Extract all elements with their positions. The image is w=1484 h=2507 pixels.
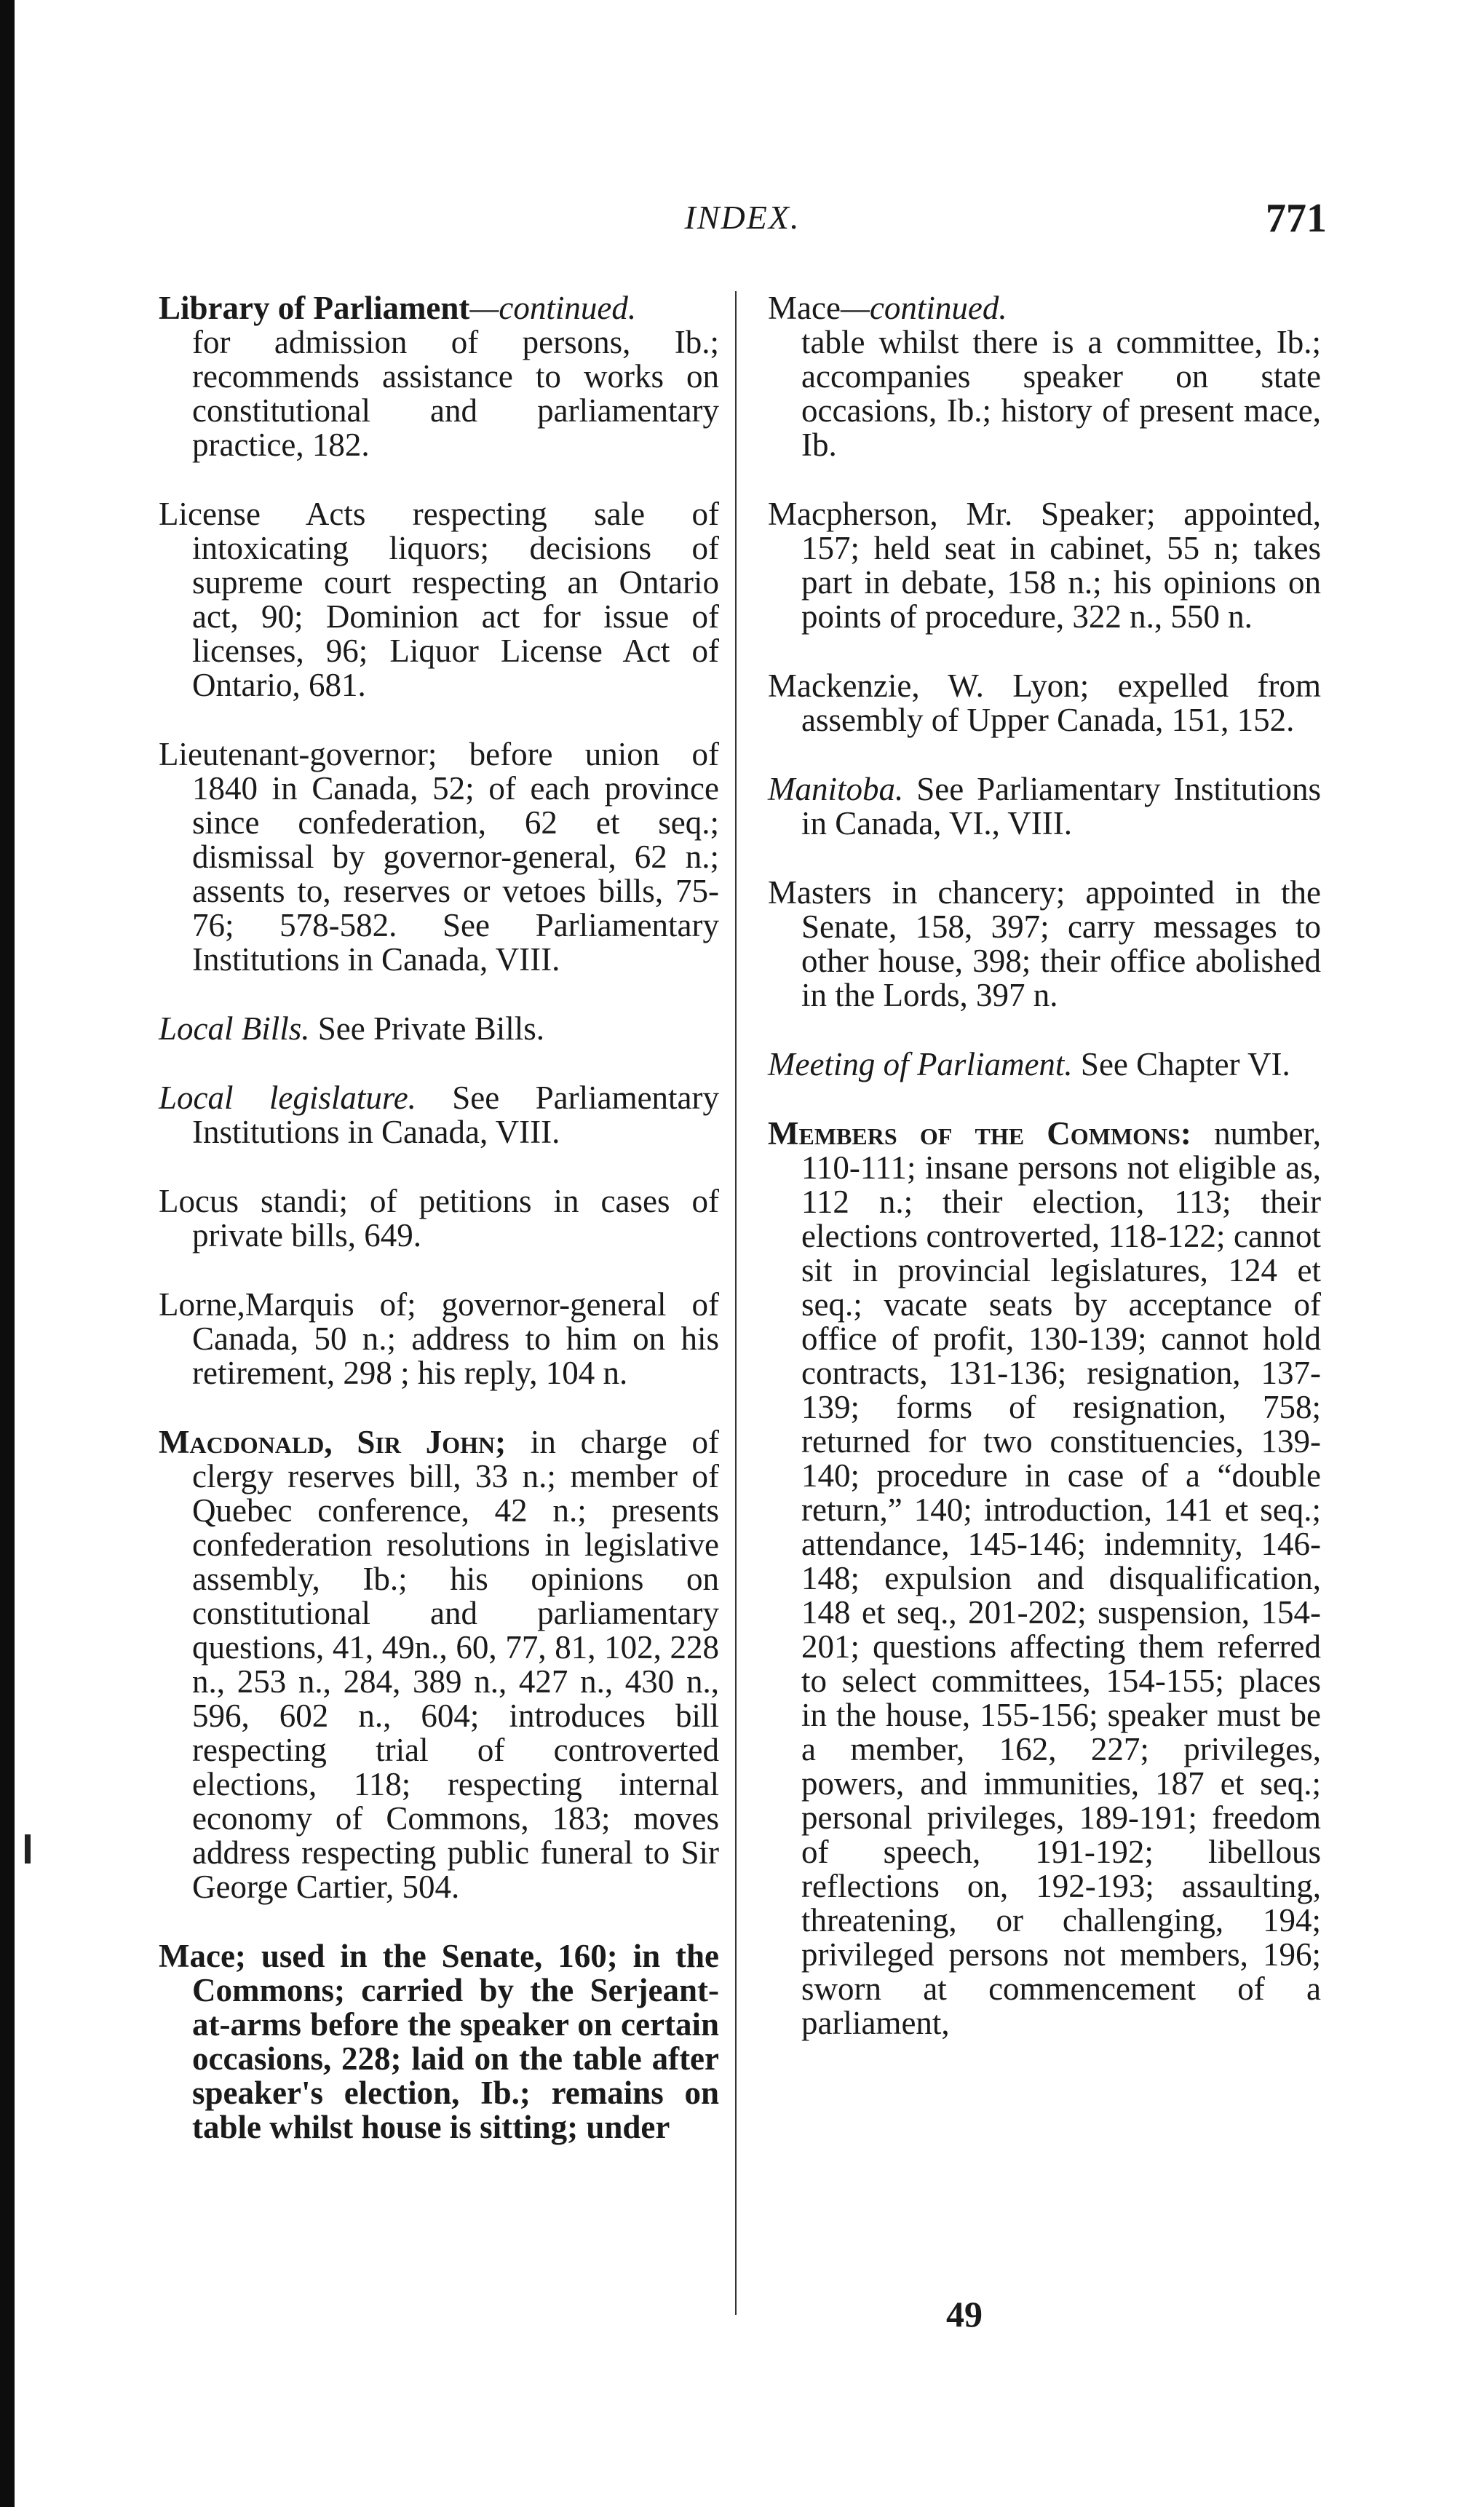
index-entry-mace <box>159 1939 719 2144</box>
entry-heading: Mace; <box>159 1938 246 1974</box>
entry-continued: —continued. <box>840 290 1007 326</box>
entry-heading: Macdonald, Sir John; <box>159 1424 507 1460</box>
entry-body: See Parliamentary Institutions in Canada, VIII. <box>192 1080 720 1150</box>
entry-body: See Private Bills. <box>317 1010 544 1047</box>
entry-heading: Masters in chancery; <box>768 874 1066 911</box>
entry-heading: Members of the Commons: <box>768 1115 1191 1152</box>
entry-heading: Meeting of Parliament. <box>768 1046 1073 1082</box>
entry-heading: Library of Parliament <box>159 290 470 326</box>
column-divider <box>735 291 737 2315</box>
left-column <box>159 291 719 2179</box>
entry-body: expelled from assembly of Upper Canada, 151, 152. <box>801 668 1322 738</box>
scan-edge-shadow <box>0 0 15 2507</box>
entry-heading: Mace <box>768 290 841 326</box>
signature-mark: 49 <box>946 2294 983 2334</box>
entry-body: governor-general of Canada, 50 n.; address to him on his retirement, 298 ; his reply, 104 n. <box>192 1286 719 1391</box>
entry-heading: Locus standi; <box>159 1183 348 1219</box>
entry-heading: Lorne,Marquis of; <box>159 1286 416 1323</box>
entry-body: respecting sale of intoxicating liquors; decisions of supreme court respecting an Ontario act, 90; Dominion act for issue of licenses, 96; Liquor License Act of Ontario, 681. <box>192 496 719 703</box>
entry-heading: Mackenzie, W. Lyon; <box>768 668 1090 704</box>
index-entry-members-of-commons <box>768 1117 1321 2040</box>
index-entry-macpherson <box>768 497 1321 634</box>
index-entry-local-legislature <box>159 1081 719 1149</box>
index-entry-meeting-of-parliament <box>768 1047 1321 1082</box>
entry-body: appointed in the Senate, 158, 397; carry messages to other house, 398; their office abolished in the Lords, 397 n. <box>801 874 1321 1013</box>
entry-body: before union of 1840 in Canada, 52; of each province since confederation, 62 et seq.; dismissal by governor-general, 62 n.; assents to, reserves or vetoes bills, 75-76; 578-582. See Parliamentary Institutions in Canada, VIII. <box>192 736 720 978</box>
index-entry-mace-continued <box>768 291 1321 462</box>
page-title: INDEX. <box>684 199 801 236</box>
index-entry-local-bills <box>159 1012 719 1046</box>
entry-heading: Local legislature. <box>159 1080 416 1116</box>
index-entry-mackenzie <box>768 669 1321 737</box>
entry-body: in charge of clergy reserves bill, 33 n.; member of Quebec conference, 42 n.; presents confederation resolutions in legislative assembly, Ib.; his opinions on constitutional and parliamentary questions, 41, 49n., 60, 77, 81, 102, 228 n., 253 n., 284, 389 n., 427 n., 430 n., 596, 602 n., 604; introduces bill respecting trial of controverted elections, 118; respecting internal economy of Commons, 183; moves address respecting public funeral to Sir George Cartier, 504. <box>192 1424 719 1905</box>
index-entry-lieutenant-governor <box>159 737 719 977</box>
index-entry-library <box>159 291 719 462</box>
entry-continued: —continued. <box>469 290 637 326</box>
entry-heading: Local Bills. <box>159 1010 310 1047</box>
entry-body: appointed, 157; held seat in cabinet, 55 n; takes part in debate, 158 n.; his opinions on points of procedure, 322 n., 550 n. <box>801 496 1321 635</box>
index-entry-locus-standi <box>159 1184 719 1253</box>
index-entry-masters-in-chancery <box>768 876 1321 1013</box>
entry-body: of petitions in cases of private bills, 649. <box>192 1183 720 1254</box>
entry-heading: Manitoba. <box>768 771 904 807</box>
entry-heading: License Acts <box>159 496 366 532</box>
entry-body: table whilst there is a committee, Ib.; accompanies speaker on state occasions, Ib.; history of present mace, Ib. <box>801 324 1321 463</box>
index-entry-lorne <box>159 1288 719 1390</box>
entry-heading: Lieutenant-governor; <box>159 736 437 772</box>
entry-body: number, 110-111; insane persons not eligible as, 112 n.; their election, 113; their elections controverted, 118-122; cannot sit in provincial legislatures, 124 et seq.; vacate seats by acceptance of office of profit, 130-139; cannot hold contracts, 131-136; resignation, 137-139; forms of resignation, 758; returned for two constituencies, 139-140; procedure in case of a “double return,” 140; introduction, 141 et seq.; attendance, 145-146; indemnity, 146-148; expulsion and disqualification, 148 et seq., 201-202; suspension, 154-201; questions affecting them referred to select committees, 154-155; places in the house, 155-156; speaker must be a member, 162, 227; privileges, powers, and immunities, 187 et seq.; personal privileges, 189-191; freedom of speech, 191-192; libellous reflections on, 192-193; assaulting, threatening, or challenging, 194; privileged persons not members, 196; sworn at commencement of a parliament, <box>801 1115 1321 2041</box>
entry-body: See Parliamentary Institutions in Canada, VI., VIII. <box>801 771 1321 841</box>
scan-mark <box>25 1834 31 1864</box>
index-entry-manitoba <box>768 772 1321 841</box>
entry-body: See Chapter VI. <box>1080 1046 1290 1082</box>
index-entry-macdonald <box>159 1425 719 1904</box>
right-column <box>768 291 1321 2075</box>
entry-body: for admission of persons, Ib.; recommends assistance to works on constitutional and parliamentary practice, 182. <box>192 324 719 463</box>
page-number: 771 <box>1266 196 1327 241</box>
entry-heading: Macpherson, Mr. Speaker; <box>768 496 1156 532</box>
index-entry-license-acts <box>159 497 719 702</box>
entry-body: used in the Senate, 160; in the Commons; carried by the Serjeant-at-arms before the speaker on certain occasions, 228; laid on the table after speaker's election, Ib.; remains on table whilst house is sitting; under <box>192 1938 719 2145</box>
